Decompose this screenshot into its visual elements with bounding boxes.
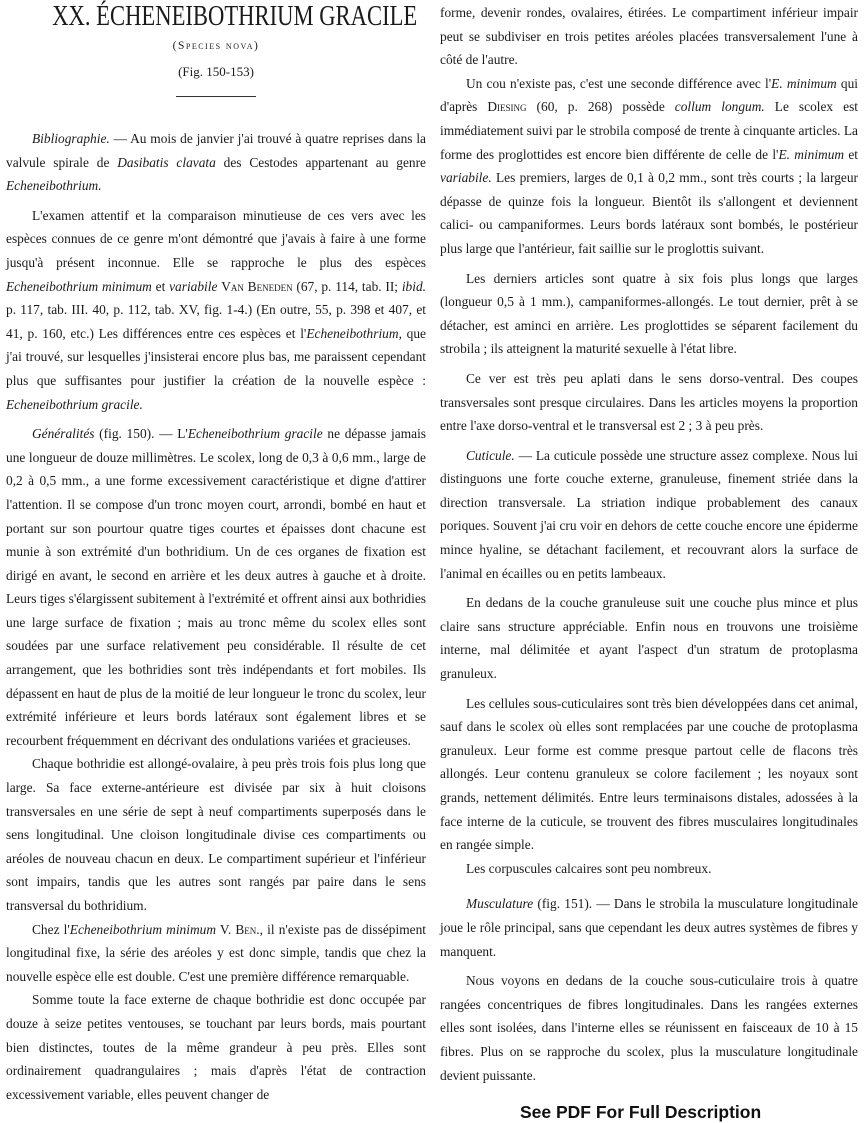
text-segment: p. 117, tab. III. 40, p. 112, tab. XV, fig. 1-4.) (En outre, 55, p. 398 et 407, et 41, p. 160, etc.) Les différences entre ces espèces et l' xyxy=(6,302,426,341)
paragraph xyxy=(440,444,858,586)
italic-text: Echeneibothrium gracile xyxy=(187,426,323,442)
italic-text: Dasibatis clavata xyxy=(117,154,216,170)
italic-text: ibid. xyxy=(401,278,426,294)
text-segment: ne dépasse jamais une longueur de douze millimètres. Le scolex, long de 0,3 à 0,6 mm., large de 0,2 à 0,5 mm., a une forme excessivement caractéristique et digne d'attirer l'attention. Il se compose d'un tronc moyen court, arrondi, bombé en haut et portant sur son pourtour quatre tiges courtes et épaisses dont chacune est munie à son extrémité d'un bothridium. Un de ces organes de fixation est dirigé en avant, le second en arrière et les deux autres à gauche et à droite. Leurs tiges s'élargissent subitement à l'extrémité et offrent ainsi aux bothridies une large surface de fixation ; mais au tronc même du scolex elles sont soudées par une surface relativement peu considérable. Il résulte de cet arrangement, que les bothridies sont très indépendants et fort mobiles. Ils dépassent en haut de plus de la moitié de leur longueur le tronc du scolex, leur extrémité inférieure et leurs bords latéraux sont également libres et se recourbent fréquemment en décrivant des ondulations variées et gracieuses. xyxy=(6,426,427,748)
see-pdf-banner: See PDF For Full Description xyxy=(520,1102,762,1123)
text-segment: Les derniers articles sont quatre à six fois plus longs que larges (longueur 0,5 à 1 mm.), campaniformes-allongés. Le tout dernier, prêt à se détacher, est aminci en arrière. Les proglottides se séparent facilement du strobila ; ils atteignent la maturité sexuelle à l'état libre. xyxy=(440,270,858,357)
italic-text: variabile. xyxy=(440,170,492,186)
paragraph xyxy=(440,692,858,857)
italic-text: Bibliographie. xyxy=(32,131,110,146)
text-segment: (67, p. 114, tab. II; xyxy=(292,278,402,294)
italic-text: Echeneibothrium gracile. xyxy=(6,396,143,412)
italic-text: E. minimum xyxy=(771,75,837,91)
text-segment: — Au mois de janvier j'ai trouvé à quatre reprises dans la valvule spirale de xyxy=(6,131,426,170)
text-segment: Un cou n'existe pas, c'est une seconde différence avec l' xyxy=(466,75,772,91)
text-segment: Chaque bothridie est allongé-ovalaire, à peu près trois fois plus long que large. Sa face externe-antérieure est divisée par six à huit cloisons transversales en une série de sept à neuf compartiments superposés dans le sens longitudinal. Une cloison longitudinale divise ces compartiments ou aréoles de nouveau chacun en deux. Le compartiment supérieur et l'inférieur sont impairs, tandis que les autres sont rangés par paire dans le sens transversal du bothridium. xyxy=(6,756,426,913)
italic-text: Echeneibothrium minimum xyxy=(69,921,217,937)
text-segment: , que j'ai trouvé, sur lesquelles j'insisterai encore plus bas, me paraissent cependant plus que suffisantes pour justifier la création de la nouvelle espèce : xyxy=(6,325,427,388)
italic-text: Echeneibothrium minimum xyxy=(6,278,152,294)
text-segment: (fig. 151). — Dans le strobila la musculature longitudinale joue le rôle principal, sans que cependant les deux autres systèmes de fibres y manquent. xyxy=(440,896,858,959)
paragraph xyxy=(6,204,426,416)
paragraph xyxy=(440,367,858,438)
text-segment: des Cestodes appartenant au genre xyxy=(215,154,426,170)
text-segment: qui d'après xyxy=(440,75,858,115)
text-segment: Les cellules sous-cuticulaires sont très bien développées dans cet animal, sauf dans le scolex où elles sont remplacées par une couche de protoplasma granuleux. Leur forme est comme presque partout celle de flacons très allongés. Leur contenu granuleux se colore facilement ; les noyaux sont grands, nettement délimités. Entre leurs terminaisons distales, adossées à la face interne de la cuticule, se trouvent des fibres musculaires longitudinales en rangée simple. xyxy=(440,695,858,853)
author-name: Van Beneden xyxy=(221,278,293,294)
figure-reference: (Fig. 150-153) xyxy=(178,64,254,79)
right-column xyxy=(440,1,858,1123)
species-nova-label: (Species nova) xyxy=(172,40,260,52)
text-segment: et xyxy=(151,278,170,294)
text-segment: Chez l' xyxy=(32,921,70,937)
italic-text: collum longum. xyxy=(674,99,765,115)
divider xyxy=(176,96,256,97)
italic-text: E. minimum xyxy=(778,146,845,162)
italic-text: Echeneibothrium xyxy=(306,325,399,341)
text-segment: (fig. 150). — L' xyxy=(94,426,188,442)
italic-text: Musculature xyxy=(466,896,534,912)
text-segment: (60, p. 268) possède xyxy=(526,99,675,115)
subtitle xyxy=(6,37,426,55)
text-segment: Les corpuscules calcaires sont peu nombreux. xyxy=(466,860,712,876)
italic-text: Cuticule. xyxy=(466,447,515,463)
paragraph xyxy=(440,857,858,881)
author-name: Ben. xyxy=(235,921,260,937)
text-segment: Les premiers, larges de 0,1 à 0,2 mm., sont très courts ; la largeur dépasse de quinze fois la longueur. Bientôt ils s'allongent et deviennent calici- ou campaniformes. Leurs bords latéraux sont bombés, le postérieur plus large que l'antérieur, fait saillie sur le proglottis suivant. xyxy=(440,170,858,256)
text-segment: et xyxy=(844,146,859,162)
italic-text: variabile xyxy=(169,278,218,294)
paragraph xyxy=(6,127,426,198)
paragraph xyxy=(440,892,858,963)
italic-text: Généralités xyxy=(32,426,95,442)
italic-text: Echeneibothrium. xyxy=(6,178,102,194)
left-column xyxy=(6,0,426,1106)
text-segment: , il n'existe pas de dissépiment longitudinal fixe, la série des aréoles y est donc simple, tandis que chez la nouvelle espèce elle est double. C'est une première différence remarquable. xyxy=(6,921,426,984)
text-segment: V. xyxy=(216,921,236,937)
paragraph xyxy=(440,969,858,1087)
paragraph xyxy=(6,918,426,989)
text-segment: — La cuticule possède une structure assez complexe. Nous lui distinguons une forte couche externe, granuleuse, finement striée dans la direction transversale. La striation indique probablement des canaux poriques. Souvent j'ai cru voir en dehors de cette couche encore une épiderme mince hyaline, se détachant facilement, et recouvrant alors la surface de l'animal en écailles ou en petits lambeaux. xyxy=(440,447,858,581)
left-body xyxy=(6,127,426,1106)
text-segment: En dedans de la couche granuleuse suit une couche plus mince et plus claire sans structure appréciable. Enfin nous en trouvons une troisième interne, mal délimitée et ayant l'aspect d'un stratum de protoplasma granuleux. xyxy=(440,595,858,682)
text-segment: Ce ver est très peu aplati dans le sens dorso-ventral. Des coupes transversales sont presque circulaires. Dans les articles moyens la proportion entre l'axe dorso-ventral et le transversal est 2 ; 3 à peu près. xyxy=(440,370,858,434)
text-segment: Nous voyons en dedans de la couche sous-cuticulaire trois à quatre rangées concentriques de fibres longitudinales. Dans les rangées externes elles sont isolées, dans l'interne elles se réunissent en faisceaux de 10 à 15 fibres. Plus on se rapproche du scolex, plus la musculature longitudinale devient puissante. xyxy=(440,973,858,1083)
paragraph xyxy=(6,752,426,917)
paragraph xyxy=(440,591,858,685)
text-segment: Le scolex est immédiatement suivi par le strobila composé de trente à cinquante articles. La forme des proglottides est encore bien différente de celle de l' xyxy=(440,99,859,162)
paragraph xyxy=(440,1,858,72)
paragraph xyxy=(6,988,426,1106)
paragraph xyxy=(440,72,858,261)
text-segment: L'examen attentif et la comparaison minutieuse de ces vers avec les espèces connues de ce genre m'ont démontré que j'avais à faire à une forme jusqu'à présent inconnue. Elle se rapproche le plus des espèces xyxy=(6,207,426,270)
paragraph xyxy=(6,422,426,752)
text-segment: Somme toute la face externe de chaque bothridie est donc occupée par douze à seize petites ventouses, se touchant par leurs bords, mais pourtant bien distinctes, toutes de la même grandeur à peu près. Elles sont ordinairement quadrangulaires ; mais d'après l'état de contraction excessivement variable, elles peuvent changer de xyxy=(6,992,426,1102)
paragraph xyxy=(440,267,858,361)
page-title: XX. ÉCHENEIBOTHRIUM GRACILE xyxy=(52,0,418,32)
text-segment: forme, devenir rondes, ovalaires, étirées. Le compartiment inférieur impair peut se subdiviser en trois petites aréoles placées transversalement l'une à côté de l'autre. xyxy=(440,5,858,68)
author-name: Diesing xyxy=(487,99,527,115)
right-body xyxy=(440,1,858,1087)
